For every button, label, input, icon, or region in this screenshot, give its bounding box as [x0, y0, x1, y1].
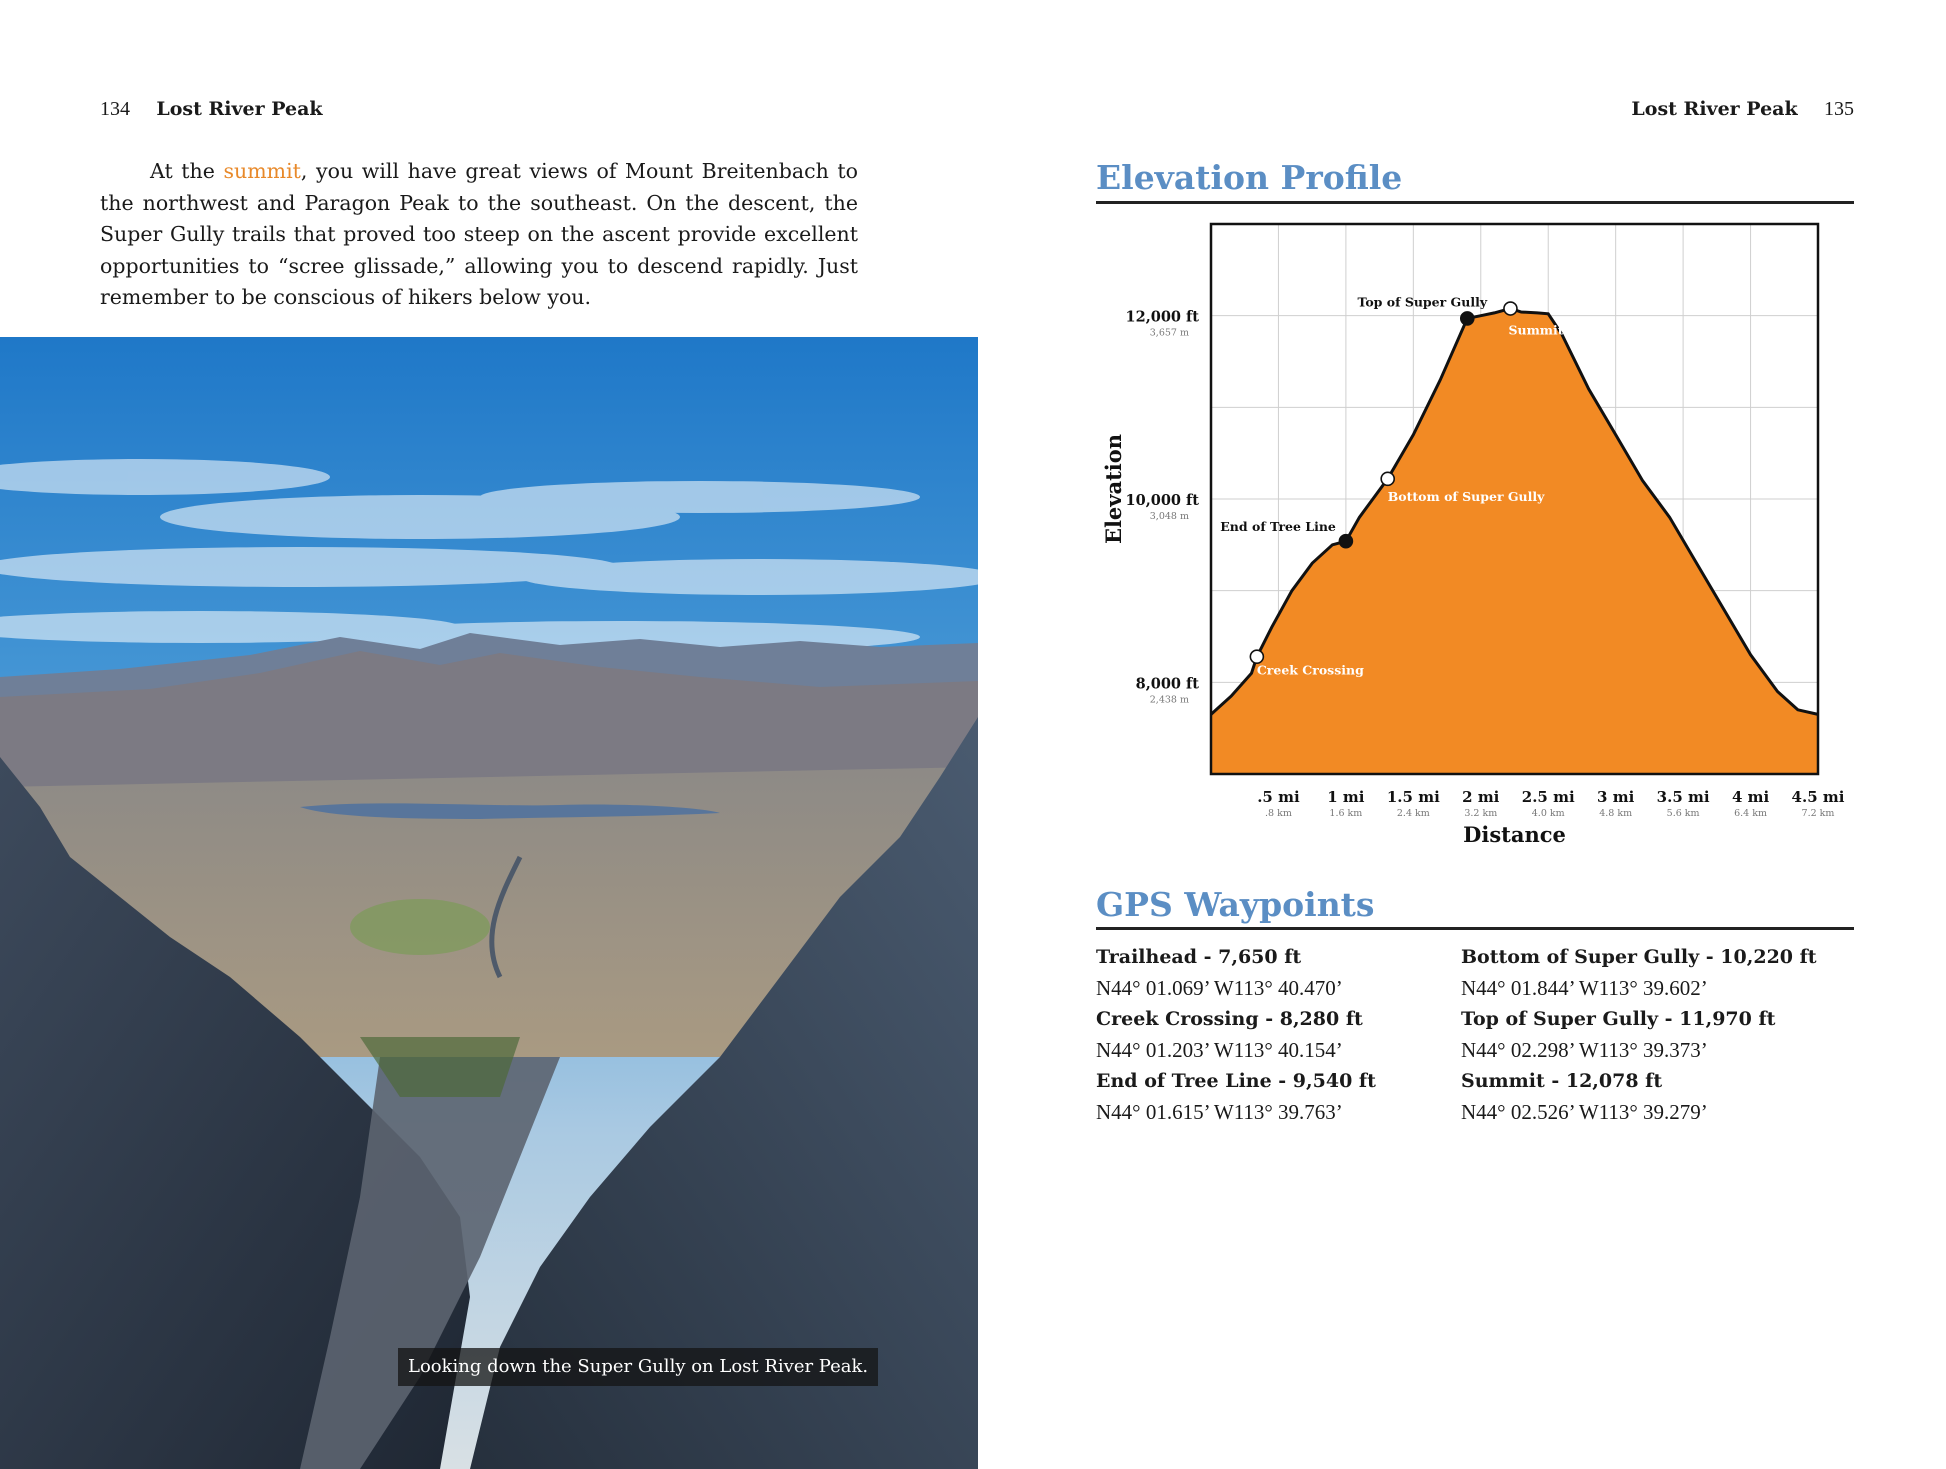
waypoint-annotation-label: Summit [1508, 322, 1564, 338]
waypoint-top-of-super-gully [1461, 1004, 1775, 1066]
x-tick-sublabel: 3.2 km [1464, 808, 1498, 819]
gps-waypoints-title: GPS Waypoints [1096, 885, 1375, 924]
x-tick-label: 3 mi [1597, 788, 1635, 806]
x-tick-sublabel: 4.0 km [1531, 808, 1565, 819]
left-page-header [100, 96, 323, 121]
waypoint-trailhead [1096, 942, 1343, 1004]
x-axis-label: Distance [1463, 822, 1566, 847]
x-tick-sublabel: 2.4 km [1396, 808, 1430, 819]
y-tick-label: 8,000 ft [1135, 675, 1199, 693]
y-tick-sublabel: 2,438 m [1149, 694, 1189, 706]
x-tick-sublabel: 7.2 km [1801, 808, 1835, 819]
waypoint-coords: N44° 02.526’ W113° 39.279’ [1461, 1100, 1708, 1124]
x-tick-label: 2 mi [1462, 788, 1500, 806]
waypoint-bottom-of-super-gully [1461, 942, 1817, 1004]
x-tick-label: 1.5 mi [1386, 788, 1440, 806]
y-axis-ticks [1126, 309, 1200, 706]
landscape-illustration [0, 337, 978, 1469]
waypoint-name: Creek Crossing - 8,280 ft [1096, 1008, 1363, 1030]
waypoint-marker [1381, 472, 1394, 485]
x-tick-label: 2.5 mi [1521, 788, 1575, 806]
body-text-rest: , you will have great views of Mount Breitenbach to the northwest and Paragon Peak to the southeast. On the descent, the Super Gully trails that proved too steep on the ascent provide excellent opportunities to “scree glissade,” allowing you to descend rapidly. Just remember to be conscious of hikers below you. [100, 159, 858, 309]
x-tick-sublabel: .8 km [1265, 808, 1292, 819]
x-tick-sublabel: 5.6 km [1666, 808, 1700, 819]
waypoint-marker [1504, 302, 1517, 315]
waypoint-marker [1461, 312, 1474, 325]
waypoint-coords: N44° 01.203’ W113° 40.154’ [1096, 1038, 1343, 1062]
x-tick-label: .5 mi [1257, 788, 1300, 806]
x-tick-label: 3.5 mi [1656, 788, 1710, 806]
y-tick-sublabel: 3,048 m [1149, 511, 1189, 522]
waypoint-end-of-tree-line [1096, 1066, 1376, 1128]
waypoint-creek-crossing [1096, 1004, 1363, 1066]
body-paragraph [100, 156, 858, 314]
photo-caption: Looking down the Super Gully on Lost River Peak. [398, 1348, 878, 1386]
elevation-chart [1096, 214, 1856, 854]
summit-link[interactable]: summit [223, 159, 301, 183]
gps-title-rule [1096, 927, 1854, 930]
body-text-start: At the [150, 159, 224, 183]
waypoint-marker [1339, 535, 1352, 548]
x-axis-ticks [1257, 788, 1845, 819]
waypoint-name: Bottom of Super Gully - 10,220 ft [1461, 946, 1817, 968]
x-tick-label: 4.5 mi [1791, 788, 1845, 806]
waypoint-coords: N44° 01.844’ W113° 39.602’ [1461, 976, 1708, 1000]
waypoint-coords: N44° 02.298’ W113° 39.373’ [1461, 1038, 1708, 1062]
y-tick-sublabel: 3,657 m [1149, 327, 1189, 339]
waypoint-annotation-label: Creek Crossing [1256, 662, 1364, 678]
elevation-title-rule [1096, 201, 1854, 204]
y-tick-label: 10,000 ft [1125, 492, 1199, 509]
gully-photo [0, 337, 978, 1469]
waypoint-name: Top of Super Gully - 11,970 ft [1461, 1008, 1776, 1030]
x-tick-sublabel: 4.8 km [1599, 808, 1633, 819]
waypoint-name: Summit - 12,078 ft [1461, 1070, 1663, 1092]
waypoint-coords: N44° 01.615’ W113° 39.763’ [1096, 1100, 1343, 1124]
waypoint-name: Trailhead - 7,650 ft [1096, 946, 1302, 968]
y-tick-label: 12,000 ft [1125, 308, 1199, 326]
x-tick-label: 1 mi [1327, 788, 1365, 806]
x-tick-label: 4 mi [1731, 788, 1770, 806]
elevation-area [1211, 309, 1818, 775]
waypoint-annotation-label: Bottom of Super Gully [1387, 488, 1545, 504]
right-running-title: Lost River Peak [1631, 98, 1798, 120]
elevation-profile-title: Elevation Profile [1096, 158, 1403, 197]
left-page-number: 134 [100, 98, 130, 120]
waypoint-annotation-label: End of Tree Line [1220, 519, 1336, 535]
waypoint-summit [1461, 1066, 1708, 1128]
x-tick-sublabel: 1.6 km [1329, 808, 1363, 819]
left-running-title: Lost River Peak [156, 98, 323, 120]
right-page-header [1631, 96, 1854, 121]
waypoint-annotation-label: Top of Super Gully [1357, 294, 1488, 310]
y-axis-label: Elevation [1101, 433, 1126, 545]
right-page-number: 135 [1824, 98, 1854, 120]
x-tick-sublabel: 6.4 km [1734, 808, 1768, 819]
waypoint-coords: N44° 01.069’ W113° 40.470’ [1096, 976, 1343, 1000]
waypoint-name: End of Tree Line - 9,540 ft [1096, 1070, 1376, 1092]
waypoint-marker [1250, 650, 1263, 663]
